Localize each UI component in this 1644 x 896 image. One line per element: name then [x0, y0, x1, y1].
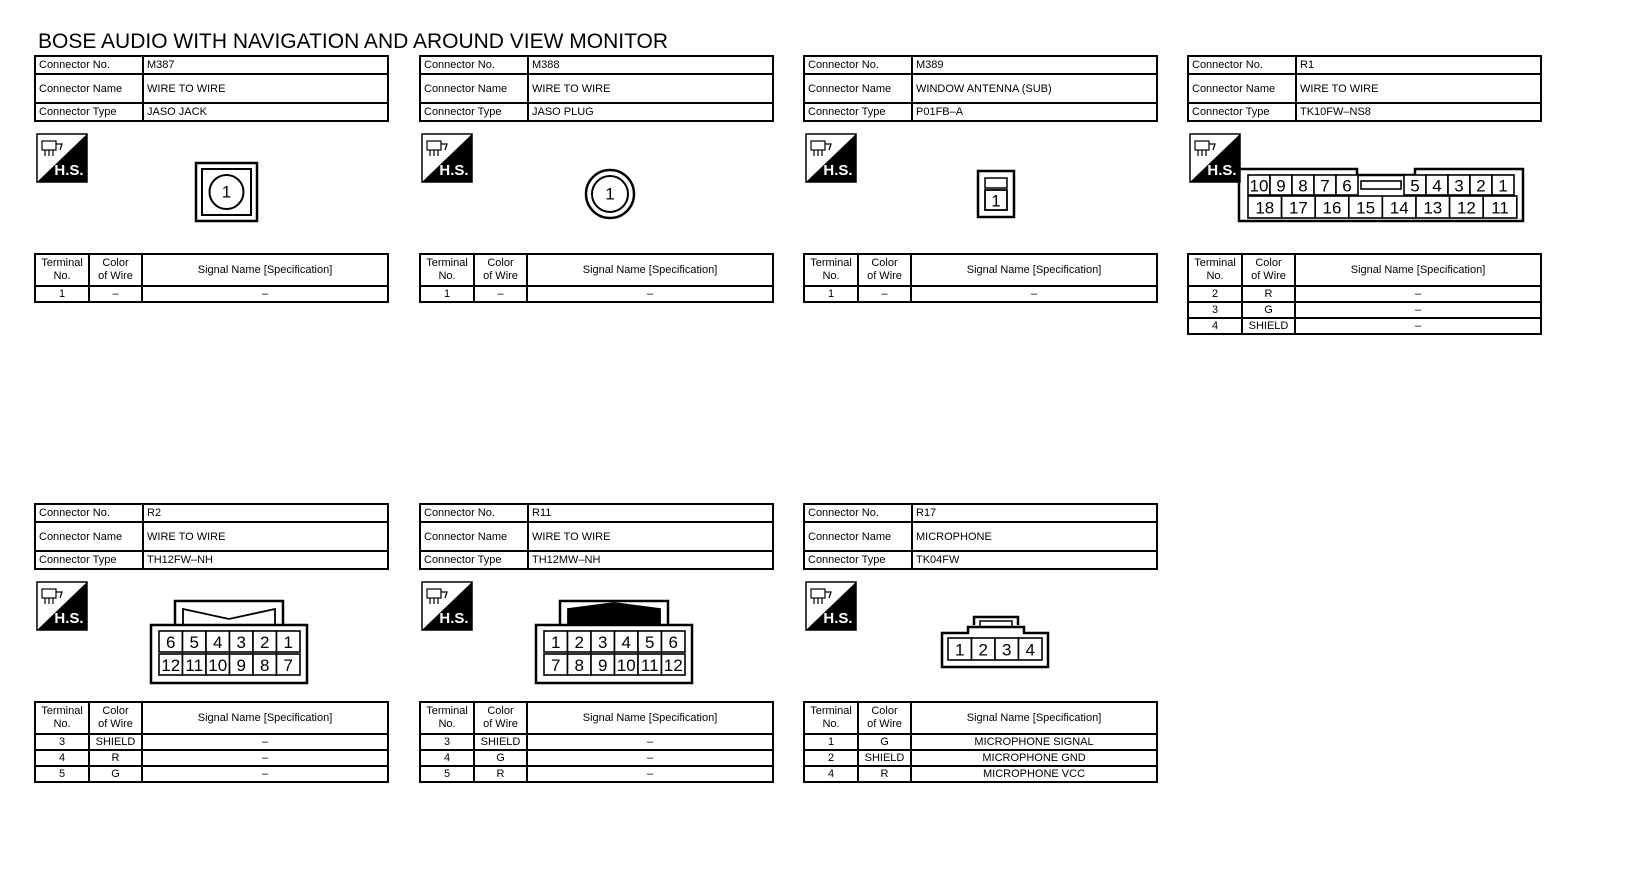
pin-cell	[1416, 196, 1450, 218]
svg-text:9: 9	[598, 656, 608, 675]
pin-cell	[230, 631, 254, 652]
connector-info-table	[419, 55, 774, 122]
signal-name: –	[142, 766, 388, 782]
terminal-table	[419, 253, 774, 303]
connector-face-diagram	[583, 167, 639, 223]
signal-header: Signal Name [Specification]	[1295, 254, 1541, 286]
terminal-no: 4	[420, 750, 474, 766]
connector-no: R2	[143, 504, 388, 522]
connector-name: MICROPHONE	[912, 522, 1157, 551]
pin-cell	[277, 654, 301, 675]
wire-color: SHIELD	[858, 750, 911, 766]
svg-text:1: 1	[1498, 176, 1508, 196]
svg-text:2: 2	[574, 633, 584, 652]
signal-header: Signal Name [Specification]	[142, 254, 388, 286]
svg-text:12: 12	[161, 656, 181, 675]
signal-name: –	[527, 750, 773, 766]
svg-text:10: 10	[616, 656, 636, 675]
terminal-no: 3	[420, 734, 474, 750]
terminal-no: 3	[1188, 302, 1242, 318]
wire-color: G	[1242, 302, 1295, 318]
pin-cell	[1282, 196, 1316, 218]
svg-text:11: 11	[640, 656, 659, 675]
svg-text:4: 4	[621, 633, 631, 652]
pin-cell	[1349, 196, 1383, 218]
connector-type: TK04FW	[912, 551, 1157, 569]
signal-name: –	[142, 734, 388, 750]
connector-no: R1	[1296, 56, 1541, 74]
connector-block-r2	[34, 503, 389, 803]
connector-name: WIRE TO WIRE	[528, 74, 773, 103]
pin-cell	[183, 654, 207, 675]
table-row	[804, 750, 1157, 766]
connector-info-table	[419, 503, 774, 570]
harness-side-icon	[36, 581, 88, 631]
hs-badge-label: H.S.	[823, 162, 853, 179]
connector-no: M387	[143, 56, 388, 74]
connector-type-label: Connector Type	[804, 551, 912, 569]
svg-text:9: 9	[236, 656, 246, 675]
connector-no-label: Connector No.	[804, 504, 912, 522]
connector-type: TH12MW–NH	[528, 551, 773, 569]
connector-name: WIRE TO WIRE	[528, 522, 773, 551]
svg-text:8: 8	[1298, 176, 1308, 196]
pin-cell	[1019, 638, 1043, 660]
table-row	[420, 750, 773, 766]
pin-cell	[1450, 196, 1484, 218]
color-header: Color of Wire	[858, 702, 911, 734]
svg-text:5: 5	[1410, 176, 1420, 196]
connector-block-m388	[419, 55, 774, 355]
hs-badge-label: H.S.	[439, 162, 469, 179]
svg-text:7: 7	[551, 656, 561, 675]
signal-name: MICROPHONE SIGNAL	[911, 734, 1157, 750]
connector-no-label: Connector No.	[804, 56, 912, 74]
connector-name-label: Connector Name	[804, 74, 912, 103]
signal-name: –	[527, 734, 773, 750]
connector-type-label: Connector Type	[35, 551, 143, 569]
connector-no-label: Connector No.	[35, 504, 143, 522]
svg-text:15: 15	[1356, 198, 1376, 218]
wire-color: SHIELD	[89, 734, 142, 750]
pin-cell	[662, 654, 686, 675]
connector-info-table	[803, 55, 1158, 122]
table-row	[1188, 302, 1541, 318]
terminal-header: Terminal No.	[1188, 254, 1242, 286]
wire-color: G	[89, 766, 142, 782]
svg-text:2: 2	[978, 640, 988, 660]
pin-cell	[1470, 175, 1492, 196]
pin-cell	[638, 654, 662, 675]
terminal-table-header	[420, 702, 773, 734]
pin-cell	[206, 654, 230, 675]
harness-side-icon	[805, 133, 857, 183]
hs-badge-label: H.S.	[54, 610, 84, 627]
connector-no: M389	[912, 56, 1157, 74]
wire-color: –	[474, 286, 527, 302]
harness-side-icon	[421, 133, 473, 183]
terminal-table-header	[804, 702, 1157, 734]
terminal-table	[34, 701, 389, 783]
pin-cell	[1448, 175, 1470, 196]
connector-name: WINDOW ANTENNA (SUB)	[912, 74, 1157, 103]
pin-cell	[1248, 175, 1270, 196]
signal-header: Signal Name [Specification]	[527, 254, 773, 286]
signal-name: –	[1295, 302, 1541, 318]
pin-cell	[1292, 175, 1314, 196]
terminal-no: 3	[35, 734, 89, 750]
harness-side-icon	[1189, 133, 1241, 183]
svg-text:1: 1	[551, 633, 561, 652]
svg-text:1: 1	[991, 191, 1001, 211]
color-header: Color of Wire	[89, 702, 142, 734]
terminal-no: 1	[420, 286, 474, 302]
signal-header: Signal Name [Specification]	[527, 702, 773, 734]
svg-text:3: 3	[1454, 176, 1464, 196]
connector-no: M388	[528, 56, 773, 74]
terminal-table-header	[804, 254, 1157, 286]
terminal-no: 1	[804, 734, 858, 750]
signal-name: –	[142, 286, 388, 302]
terminal-header: Terminal No.	[420, 702, 474, 734]
connector-no-label: Connector No.	[1188, 56, 1296, 74]
svg-text:12: 12	[1456, 198, 1476, 218]
table-row	[35, 766, 388, 782]
connector-name-label: Connector Name	[1188, 74, 1296, 103]
table-row	[35, 750, 388, 766]
wire-color: –	[858, 286, 911, 302]
table-row	[804, 286, 1157, 302]
pin-cell	[253, 654, 277, 675]
table-row	[804, 734, 1157, 750]
pin-cell	[568, 631, 592, 652]
connector-face-diagram	[149, 599, 309, 687]
table-row	[35, 286, 388, 302]
terminal-table-header	[35, 254, 388, 286]
svg-text:6: 6	[166, 633, 176, 652]
connector-type: P01FB–A	[912, 103, 1157, 121]
svg-text:6: 6	[1342, 176, 1352, 196]
connector-name: WIRE TO WIRE	[143, 74, 388, 103]
wire-color: R	[474, 766, 527, 782]
wire-color: R	[89, 750, 142, 766]
hs-badge-label: H.S.	[1207, 162, 1237, 179]
pin-cell	[972, 638, 996, 660]
connector-type-label: Connector Type	[420, 551, 528, 569]
svg-text:2: 2	[1476, 176, 1486, 196]
signal-name: –	[1295, 318, 1541, 334]
terminal-header: Terminal No.	[420, 254, 474, 286]
svg-text:8: 8	[260, 656, 270, 675]
terminal-header: Terminal No.	[35, 254, 89, 286]
svg-text:8: 8	[574, 656, 584, 675]
pin-cell	[1492, 175, 1514, 196]
color-header: Color of Wire	[858, 254, 911, 286]
svg-text:14: 14	[1389, 198, 1409, 218]
connector-type-label: Connector Type	[420, 103, 528, 121]
terminal-table-header	[420, 254, 773, 286]
connector-type-label: Connector Type	[1188, 103, 1296, 121]
connector-name-label: Connector Name	[420, 74, 528, 103]
pin-cell	[544, 654, 568, 675]
table-row	[804, 766, 1157, 782]
svg-text:5: 5	[645, 633, 655, 652]
terminal-header: Terminal No.	[804, 254, 858, 286]
svg-text:3: 3	[598, 633, 608, 652]
connector-block-r11	[419, 503, 774, 803]
connector-info-table	[803, 503, 1158, 570]
svg-text:13: 13	[1423, 198, 1443, 218]
terminal-no: 4	[1188, 318, 1242, 334]
connector-face-diagram	[976, 169, 1018, 221]
connector-name: WIRE TO WIRE	[143, 522, 388, 551]
wire-color: R	[858, 766, 911, 782]
pin-cell	[662, 631, 686, 652]
signal-name: MICROPHONE VCC	[911, 766, 1157, 782]
connector-no: R11	[528, 504, 773, 522]
signal-name: –	[527, 766, 773, 782]
pin-cell	[591, 631, 615, 652]
svg-text:1: 1	[221, 182, 232, 202]
hs-badge-label: H.S.	[54, 162, 84, 179]
pin-cell	[1483, 196, 1517, 218]
connector-type-label: Connector Type	[35, 103, 143, 121]
pin-cell	[544, 631, 568, 652]
harness-side-icon	[36, 133, 88, 183]
signal-name: –	[911, 286, 1157, 302]
pin-cell	[159, 654, 183, 675]
connector-no-label: Connector No.	[420, 504, 528, 522]
color-header: Color of Wire	[89, 254, 142, 286]
signal-header: Signal Name [Specification]	[142, 702, 388, 734]
color-header: Color of Wire	[474, 702, 527, 734]
svg-text:3: 3	[236, 633, 246, 652]
wire-color: –	[89, 286, 142, 302]
pin-cell	[615, 654, 639, 675]
svg-text:10: 10	[1249, 176, 1269, 196]
pin-cell	[206, 631, 230, 652]
connector-face-diagram	[194, 161, 264, 225]
pin-cell	[1382, 196, 1416, 218]
svg-text:18: 18	[1255, 198, 1275, 218]
svg-text:4: 4	[1025, 640, 1035, 660]
terminal-no: 4	[804, 766, 858, 782]
pin-cell	[1270, 175, 1292, 196]
terminal-table	[803, 701, 1158, 783]
connector-type: TK10FW–NS8	[1296, 103, 1541, 121]
connector-face-diagram	[940, 613, 1052, 671]
terminal-table-header	[35, 702, 388, 734]
pin-cell	[1404, 175, 1426, 196]
terminal-table	[803, 253, 1158, 303]
pin-cell	[1426, 175, 1448, 196]
connector-name: WIRE TO WIRE	[1296, 74, 1541, 103]
table-row	[420, 766, 773, 782]
connector-type: JASO JACK	[143, 103, 388, 121]
pin-cell	[253, 631, 277, 652]
terminal-no: 2	[1188, 286, 1242, 302]
signal-name: –	[142, 750, 388, 766]
pin-cell	[1248, 196, 1282, 218]
pin-cell	[183, 631, 207, 652]
connector-info-table	[34, 503, 389, 570]
terminal-table	[419, 701, 774, 783]
connector-face-diagram	[534, 599, 694, 687]
connector-face-diagram	[1237, 165, 1527, 225]
wire-color: SHIELD	[474, 734, 527, 750]
svg-text:1: 1	[283, 633, 293, 652]
svg-text:1: 1	[605, 184, 615, 204]
pin-cell	[230, 654, 254, 675]
terminal-header: Terminal No.	[804, 702, 858, 734]
terminal-table	[34, 253, 389, 303]
table-row	[1188, 286, 1541, 302]
connector-block-m389	[803, 55, 1158, 355]
connector-latch	[1361, 181, 1401, 189]
svg-text:3: 3	[1002, 640, 1012, 660]
connector-no-label: Connector No.	[35, 56, 143, 74]
harness-side-icon	[805, 581, 857, 631]
svg-text:7: 7	[283, 656, 293, 675]
harness-side-icon	[421, 581, 473, 631]
connector-info-table	[34, 55, 389, 122]
terminal-header: Terminal No.	[35, 702, 89, 734]
svg-text:4: 4	[1432, 176, 1442, 196]
svg-text:9: 9	[1276, 176, 1286, 196]
connector-name-label: Connector Name	[420, 522, 528, 551]
svg-text:11: 11	[185, 656, 204, 675]
signal-name: –	[527, 286, 773, 302]
terminal-no: 4	[35, 750, 89, 766]
pin-cell	[995, 638, 1019, 660]
svg-text:16: 16	[1322, 198, 1342, 218]
signal-header: Signal Name [Specification]	[911, 702, 1157, 734]
terminal-no: 1	[804, 286, 858, 302]
svg-text:11: 11	[1491, 198, 1509, 218]
svg-text:10: 10	[208, 656, 228, 675]
terminal-no: 5	[420, 766, 474, 782]
svg-text:6: 6	[668, 633, 678, 652]
hs-badge-label: H.S.	[439, 610, 469, 627]
page-title: BOSE AUDIO WITH NAVIGATION AND AROUND VIEW MONITOR	[38, 30, 669, 53]
svg-text:7: 7	[1320, 176, 1330, 196]
terminal-no: 5	[35, 766, 89, 782]
table-row	[35, 734, 388, 750]
connector-block-r1	[1187, 55, 1542, 355]
svg-text:5: 5	[189, 633, 199, 652]
table-row	[1188, 318, 1541, 334]
terminal-no: 2	[804, 750, 858, 766]
connector-block-r17	[803, 503, 1158, 803]
connector-type: JASO PLUG	[528, 103, 773, 121]
pin-cell	[1336, 175, 1358, 196]
connector-name-label: Connector Name	[804, 522, 912, 551]
pin-cell	[948, 638, 972, 660]
table-row	[420, 734, 773, 750]
svg-text:17: 17	[1288, 198, 1308, 218]
connector-name-label: Connector Name	[35, 522, 143, 551]
connector-name-label: Connector Name	[35, 74, 143, 103]
connector-no-label: Connector No.	[420, 56, 528, 74]
pin-cell	[591, 654, 615, 675]
wire-color: G	[474, 750, 527, 766]
pin-cell	[159, 631, 183, 652]
signal-name: –	[1295, 286, 1541, 302]
connector-type: TH12FW–NH	[143, 551, 388, 569]
terminal-no: 1	[35, 286, 89, 302]
terminal-table	[1187, 253, 1542, 335]
pin-cell	[615, 631, 639, 652]
pin-cell	[568, 654, 592, 675]
wire-color: SHIELD	[1242, 318, 1295, 334]
pin-cell	[1315, 196, 1349, 218]
connector-block-m387	[34, 55, 389, 355]
color-header: Color of Wire	[1242, 254, 1295, 286]
terminal-table-header	[1188, 254, 1541, 286]
svg-text:1: 1	[955, 640, 965, 660]
svg-text:4: 4	[213, 633, 223, 652]
pin-cell	[638, 631, 662, 652]
svg-text:2: 2	[260, 633, 270, 652]
signal-name: MICROPHONE GND	[911, 750, 1157, 766]
pin-cell	[277, 631, 301, 652]
pin-cell	[1314, 175, 1336, 196]
color-header: Color of Wire	[474, 254, 527, 286]
signal-header: Signal Name [Specification]	[911, 254, 1157, 286]
svg-text:12: 12	[663, 656, 683, 675]
wire-color: G	[858, 734, 911, 750]
table-row	[420, 286, 773, 302]
wire-color: R	[1242, 286, 1295, 302]
hs-badge-label: H.S.	[823, 610, 853, 627]
connector-type-label: Connector Type	[804, 103, 912, 121]
connector-no: R17	[912, 504, 1157, 522]
connector-info-table	[1187, 55, 1542, 122]
